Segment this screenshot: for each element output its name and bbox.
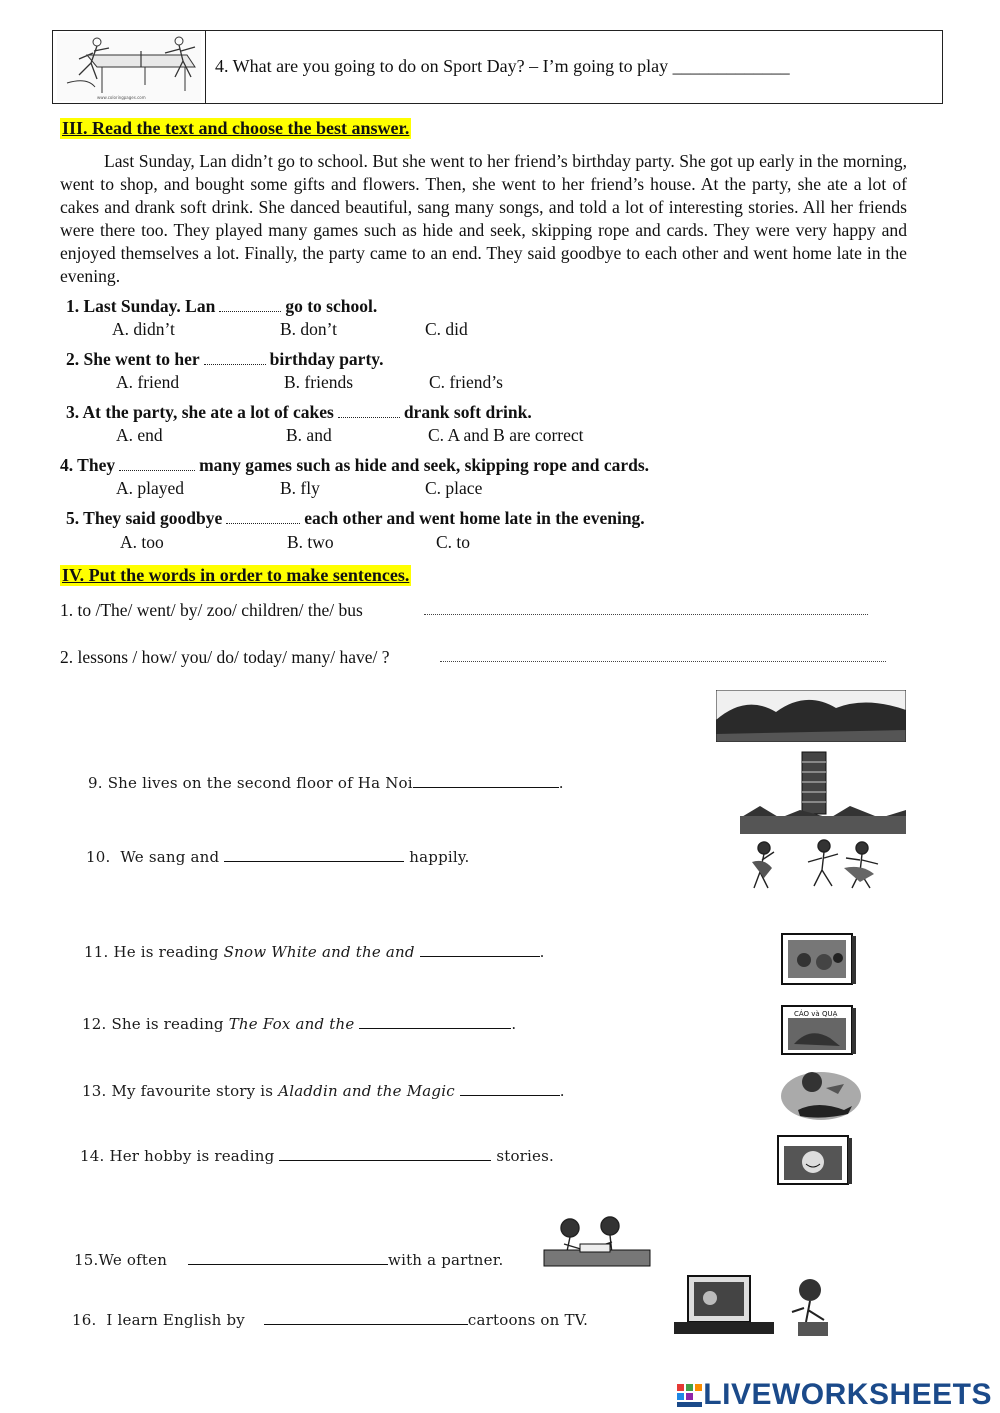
- fill-item-13-title: Aladdin and the Magic: [278, 1082, 455, 1100]
- fill-item-12-text: She is reading: [111, 1015, 224, 1033]
- question-4-blank-line[interactable]: [119, 458, 195, 471]
- question-3-stem: 3. At the party, she ate a lot of cakes: [66, 402, 334, 422]
- fill-item-13-number: 13.: [82, 1082, 107, 1100]
- question-1-stem: 1. Last Sunday. Lan: [66, 296, 216, 316]
- logo-text: LIVEWORKSHEETS: [703, 1378, 992, 1411]
- logo-mark-icon: [677, 1382, 703, 1408]
- fill-item-14-end: stories.: [496, 1147, 554, 1165]
- fill-item-12-blank[interactable]: [359, 1014, 511, 1029]
- fill-item-9-number: 9.: [88, 774, 103, 792]
- q1-option-c[interactable]: C. did: [425, 319, 468, 339]
- snow-white-book-image: [780, 932, 856, 986]
- question-3: [66, 402, 532, 423]
- fill-item-10-blank[interactable]: [224, 847, 404, 862]
- fill-item-12: [82, 1014, 516, 1033]
- fill-item-15-number: 15.: [74, 1251, 99, 1269]
- q3-option-c[interactable]: C. A and B are correct: [428, 425, 584, 445]
- question-5-end: each other and went home late in the evening.: [304, 508, 645, 528]
- fill-item-14-text: Her hobby is reading: [109, 1147, 275, 1165]
- q4-option-b[interactable]: B. fly: [280, 478, 320, 498]
- svg-text:www.coloringpages.com: www.coloringpages.com: [97, 95, 146, 100]
- fill-item-13-text: My favourite story is: [111, 1082, 274, 1100]
- fill-item-10: [86, 847, 470, 866]
- fill-item-15: [74, 1250, 503, 1269]
- order-item-1-answer-line[interactable]: [424, 614, 868, 615]
- question-2: [66, 349, 383, 370]
- order-item-2: 2. lessons / how/ you/ do/ today/ many/ have/ ?: [60, 647, 390, 667]
- question-5-stem: 5. They said goodbye: [66, 508, 223, 528]
- fill-item-16-end: cartoons on TV.: [467, 1311, 589, 1329]
- fill-item-11-number: 11.: [84, 943, 109, 961]
- order-item-2-answer-line[interactable]: [440, 661, 886, 662]
- question-4-box: [52, 30, 943, 104]
- question-1-blank[interactable]: [219, 299, 281, 312]
- fill-item-10-text: We sang and: [120, 848, 220, 866]
- q5-option-c[interactable]: C. to: [436, 532, 471, 552]
- fox-and-crow-book-image: [780, 1004, 856, 1056]
- q2-option-b[interactable]: B. friends: [284, 372, 354, 392]
- question-4-blank[interactable]: _____________: [672, 56, 790, 76]
- fill-item-13: [82, 1081, 565, 1100]
- question-5-blank[interactable]: [226, 511, 300, 524]
- fill-item-15-blank[interactable]: [188, 1250, 388, 1265]
- fill-item-13-end: .: [559, 1082, 565, 1100]
- q2-option-a[interactable]: A. friend: [116, 372, 180, 392]
- order-item-1: 1. to /The/ went/ by/ zoo/ children/ the/ bus: [60, 600, 363, 620]
- fill-item-13-blank[interactable]: [460, 1081, 560, 1096]
- fill-item-16-number: 16.: [72, 1311, 97, 1329]
- children-singing-image: [744, 838, 894, 892]
- question-4-text: 4. What are you going to do on Sport Day? – I’m going to play: [215, 56, 669, 76]
- fill-item-14-number: 14.: [80, 1147, 105, 1165]
- partner-study-image: [540, 1214, 654, 1268]
- question-2-stem: 2. She went to her: [66, 349, 200, 369]
- fill-item-16: [72, 1310, 588, 1329]
- fill-item-11-blank[interactable]: [420, 942, 540, 957]
- question-5: [66, 508, 645, 529]
- reading-passage: Last Sunday, Lan didn’t go to school. But she went to her friend’s birthday party. She got up early in the morning, went to shop, and bought some gifts and flowers. Then, she went to her friend’s house. At the party, she ate a lot of cakes and drank soft drink. She danced beautiful, sang many songs, and told a lot of interesting stories. All her friends were there too. They played many games such as hide and seek, skipping rope and cards. They were very happy and enjoyed themselves a lot. Finally, the party came to an end. They said goodbye to each other and went home late in the evening.: [60, 151, 907, 286]
- q2-option-c[interactable]: C. friend’s: [429, 372, 503, 392]
- fill-item-12-title: The Fox and the: [228, 1015, 355, 1033]
- table-tennis-image: [57, 33, 201, 101]
- q5-option-b[interactable]: B. two: [287, 532, 334, 552]
- question-1-end: go to school.: [285, 296, 378, 316]
- question-3-blank[interactable]: [338, 405, 400, 418]
- fill-item-11-title: Snow White and the and: [223, 943, 415, 961]
- section-4-heading: IV. Put the words in order to make sentences.: [62, 565, 410, 585]
- watching-tv-image: [674, 1270, 840, 1340]
- fill-item-12-end: .: [511, 1015, 517, 1033]
- fill-item-11-end: .: [539, 943, 545, 961]
- mountain-scenery-image: [716, 690, 906, 742]
- fill-item-10-number: 10.: [86, 848, 111, 866]
- question-2-end: birthday party.: [269, 349, 384, 369]
- fill-item-11: [84, 942, 545, 961]
- question-4-end: many games such as hide and seek, skipping rope and cards.: [199, 455, 650, 475]
- comic-book-image: [776, 1134, 852, 1186]
- q3-option-a[interactable]: A. end: [116, 425, 163, 445]
- fill-item-16-text: I learn English by: [106, 1311, 245, 1329]
- fill-item-10-end: happily.: [409, 848, 470, 866]
- q3-option-b[interactable]: B. and: [286, 425, 332, 445]
- q4-option-c[interactable]: C. place: [425, 478, 483, 498]
- fill-item-12-number: 12.: [82, 1015, 107, 1033]
- fill-item-15-text: We often: [98, 1251, 168, 1269]
- fill-item-16-blank[interactable]: [264, 1310, 468, 1325]
- fill-item-14: [80, 1146, 554, 1165]
- question-3-end: drank soft drink.: [403, 402, 532, 422]
- fill-item-9-end: .: [558, 774, 564, 792]
- q5-option-a[interactable]: A. too: [120, 532, 164, 552]
- fill-item-9-blank[interactable]: [413, 773, 559, 788]
- section-3-heading: III. Read the text and choose the best answer.: [62, 118, 410, 138]
- fill-item-9-text: She lives on the second floor of Ha Noi: [107, 774, 413, 792]
- aladdin-magic-lamp-image: [778, 1066, 864, 1122]
- liveworksheets-logo: [677, 1378, 992, 1412]
- q4-option-a[interactable]: A. played: [116, 478, 185, 498]
- fill-item-14-blank[interactable]: [279, 1146, 491, 1161]
- q1-option-b[interactable]: B. don’t: [280, 319, 338, 339]
- question-2-blank[interactable]: [204, 352, 266, 365]
- svg-text:CÁO và QUẠ: CÁO và QUẠ: [794, 1010, 838, 1018]
- q1-option-a[interactable]: A. didn’t: [112, 319, 175, 339]
- question-4-stem: 4. They: [60, 455, 116, 475]
- question-4: [60, 455, 649, 476]
- fill-item-9: [88, 773, 564, 792]
- fill-item-11-text: He is reading: [113, 943, 219, 961]
- question-1: [66, 296, 377, 317]
- fill-item-15-end: with a partner.: [388, 1251, 504, 1269]
- tower-building-image: [740, 748, 906, 834]
